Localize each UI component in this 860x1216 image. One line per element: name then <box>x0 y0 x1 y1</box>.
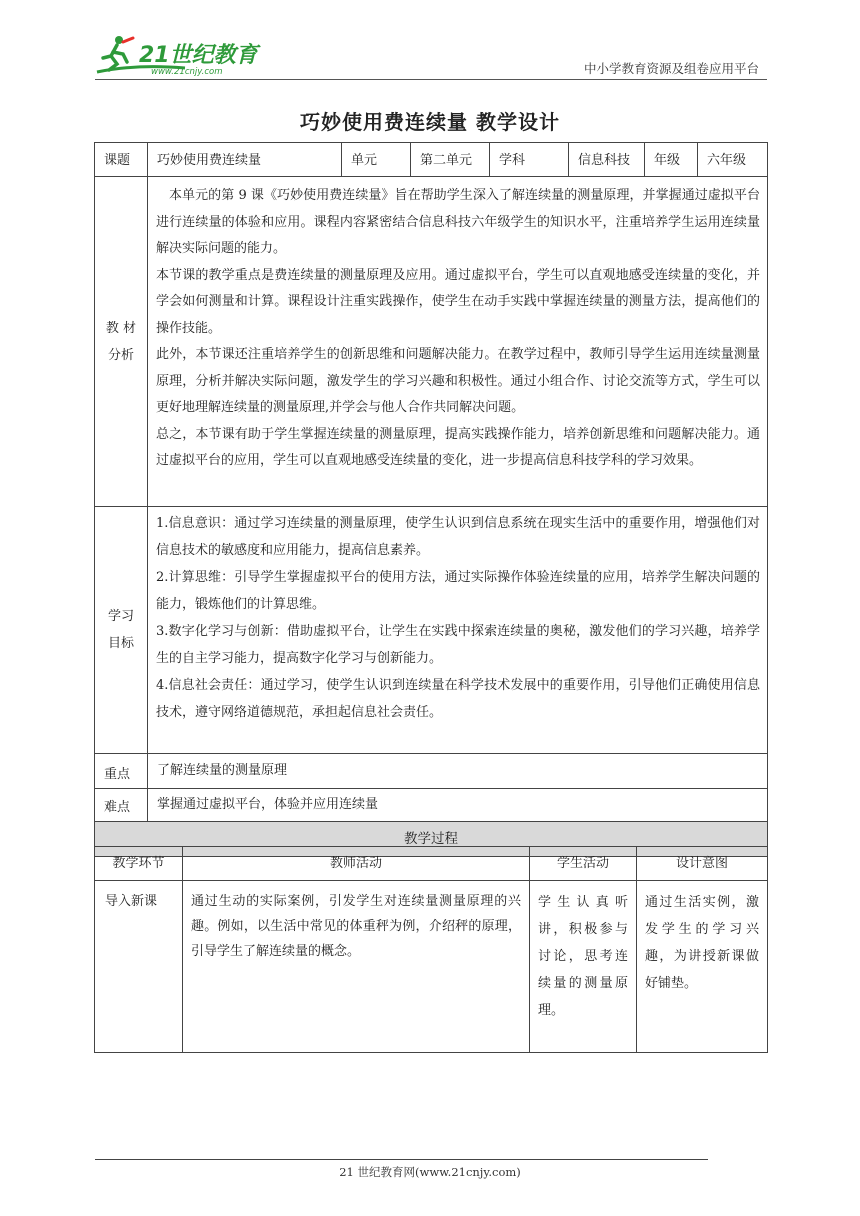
platform-name: 中小学教育资源及组卷应用平台 <box>583 61 759 76</box>
grade-label: 年级 <box>645 143 698 177</box>
analysis-paragraph: 此外，本节课还注重培养学生的创新思维和问题解决能力。在教学过程中，教师引导学生运用连续量测量原理，分析并解决实际问题，激发学生的学习兴趣和积极性。通过小组合作、讨论交流等方式，学生可以更好地理解连续量的测量原理,并学会与他人合作共同解决问题。 <box>156 347 760 415</box>
process-teacher: 通过生动的实际案例，引发学生对连续量测量原理的兴趣。例如，以生活中常见的体重秤为例，介绍秤的原理，引导学生了解连续量的概念。 <box>183 881 530 1053</box>
footer-divider <box>95 1159 708 1160</box>
objectives-row <box>95 507 768 754</box>
page-header <box>95 28 767 80</box>
header-divider <box>95 79 767 80</box>
header-intent: 设计意图 <box>637 847 768 881</box>
objectives-content <box>148 507 768 754</box>
analysis-paragraph: 本单元的第 9 课《巧妙使用费连续量》旨在帮助学生深入了解连续量的测量原理，并掌握通过虚拟平台进行连续量的体验和应用。课程内容紧密结合信息科技六年级学生的知识水平，注重培养学生运用连续量解决实际问题的能力。 <box>156 188 760 256</box>
process-stage: 导入新课 <box>95 881 183 1053</box>
difficulty-value: 掌握通过虚拟平台，体验并应用连续量 <box>148 789 768 822</box>
analysis-label: 教 材分析 <box>95 177 148 507</box>
logo-url-text: www.21cnjy.com <box>151 67 223 77</box>
difficulty-label: 难点 <box>95 789 148 822</box>
header-teacher: 教师活动 <box>183 847 530 881</box>
analysis-paragraph: 本节课的教学重点是费连续量的测量原理及应用。通过虚拟平台，学生可以直观地感受连续量的变化，并学会如何测量和计算。课程设计注重实践操作，使学生在动手实践中掌握连续量的测量方法，提高他们的操作技能。 <box>156 267 760 336</box>
info-row <box>95 143 768 177</box>
analysis-content <box>148 177 768 507</box>
difficulty-row <box>95 789 768 822</box>
subject-value: 信息科技 <box>569 143 645 177</box>
header-student: 学生活动 <box>530 847 637 881</box>
analysis-paragraph: 总之，本节课有助于学生掌握连续量的测量原理，提高实践操作能力，培养创新思维和问题解决能力。通过虚拟平台的应用，学生可以直观地感受连续量的变化，进一步提高信息科技学科的学习效果。 <box>156 426 760 468</box>
unit-value: 第二单元 <box>411 143 490 177</box>
logo-icon <box>95 32 275 78</box>
page-title: 巧妙使用费连续量 教学设计 <box>300 110 560 134</box>
key-point-row <box>95 754 768 789</box>
subject-label: 学科 <box>490 143 569 177</box>
process-table <box>94 846 768 1053</box>
logo-main-text: 21世纪教育 <box>139 43 258 68</box>
process-intent: 通过生活实例，激发学生的学习兴趣，为讲授新课做好铺垫。 <box>637 881 768 1053</box>
key-point-label: 重点 <box>95 754 148 789</box>
process-row <box>95 881 768 1053</box>
objective-item: 4.信息社会责任：通过学习，使学生认识到连续量在科学技术发展中的重要作用，引导他们正确使用信息技术，遵守网络道德规范，承担起信息社会责任。 <box>156 678 760 720</box>
process-header-row <box>95 847 768 881</box>
process-banner: 教学过程 <box>95 822 768 857</box>
lesson-info-table <box>94 142 768 857</box>
objectives-label: 学习目标 <box>95 507 148 754</box>
analysis-row <box>95 177 768 507</box>
unit-label: 单元 <box>342 143 411 177</box>
objective-item: 2.计算思维：引导学生掌握虚拟平台的使用方法，通过实际操作体验连续量的应用，培养学生解决问题的能力，锻炼他们的计算思维。 <box>156 570 760 612</box>
footer-text: 21 世纪教育网(www.21cnjy.com) <box>339 1165 521 1179</box>
objective-item: 3.数字化学习与创新：借助虚拟平台，让学生在实践中探索连续量的奥秘，激发他们的学习兴趣，培养学生的自主学习能力，提高数字化学习与创新能力。 <box>156 624 760 666</box>
process-student: 学生认真听讲，积极参与讨论，思考连续量的测量原理。 <box>530 881 637 1053</box>
objective-item: 1.信息意识：通过学习连续量的测量原理，使学生认识到信息系统在现实生活中的重要作用，增强他们对信息技术的敏感度和应用能力，提高信息素养。 <box>156 516 760 558</box>
grade-value: 六年级 <box>698 143 768 177</box>
key-point-value: 了解连续量的测量原理 <box>148 754 768 789</box>
header-stage: 教学环节 <box>95 847 183 881</box>
topic-value: 巧妙使用费连续量 <box>148 143 342 177</box>
topic-label: 课题 <box>95 143 148 177</box>
